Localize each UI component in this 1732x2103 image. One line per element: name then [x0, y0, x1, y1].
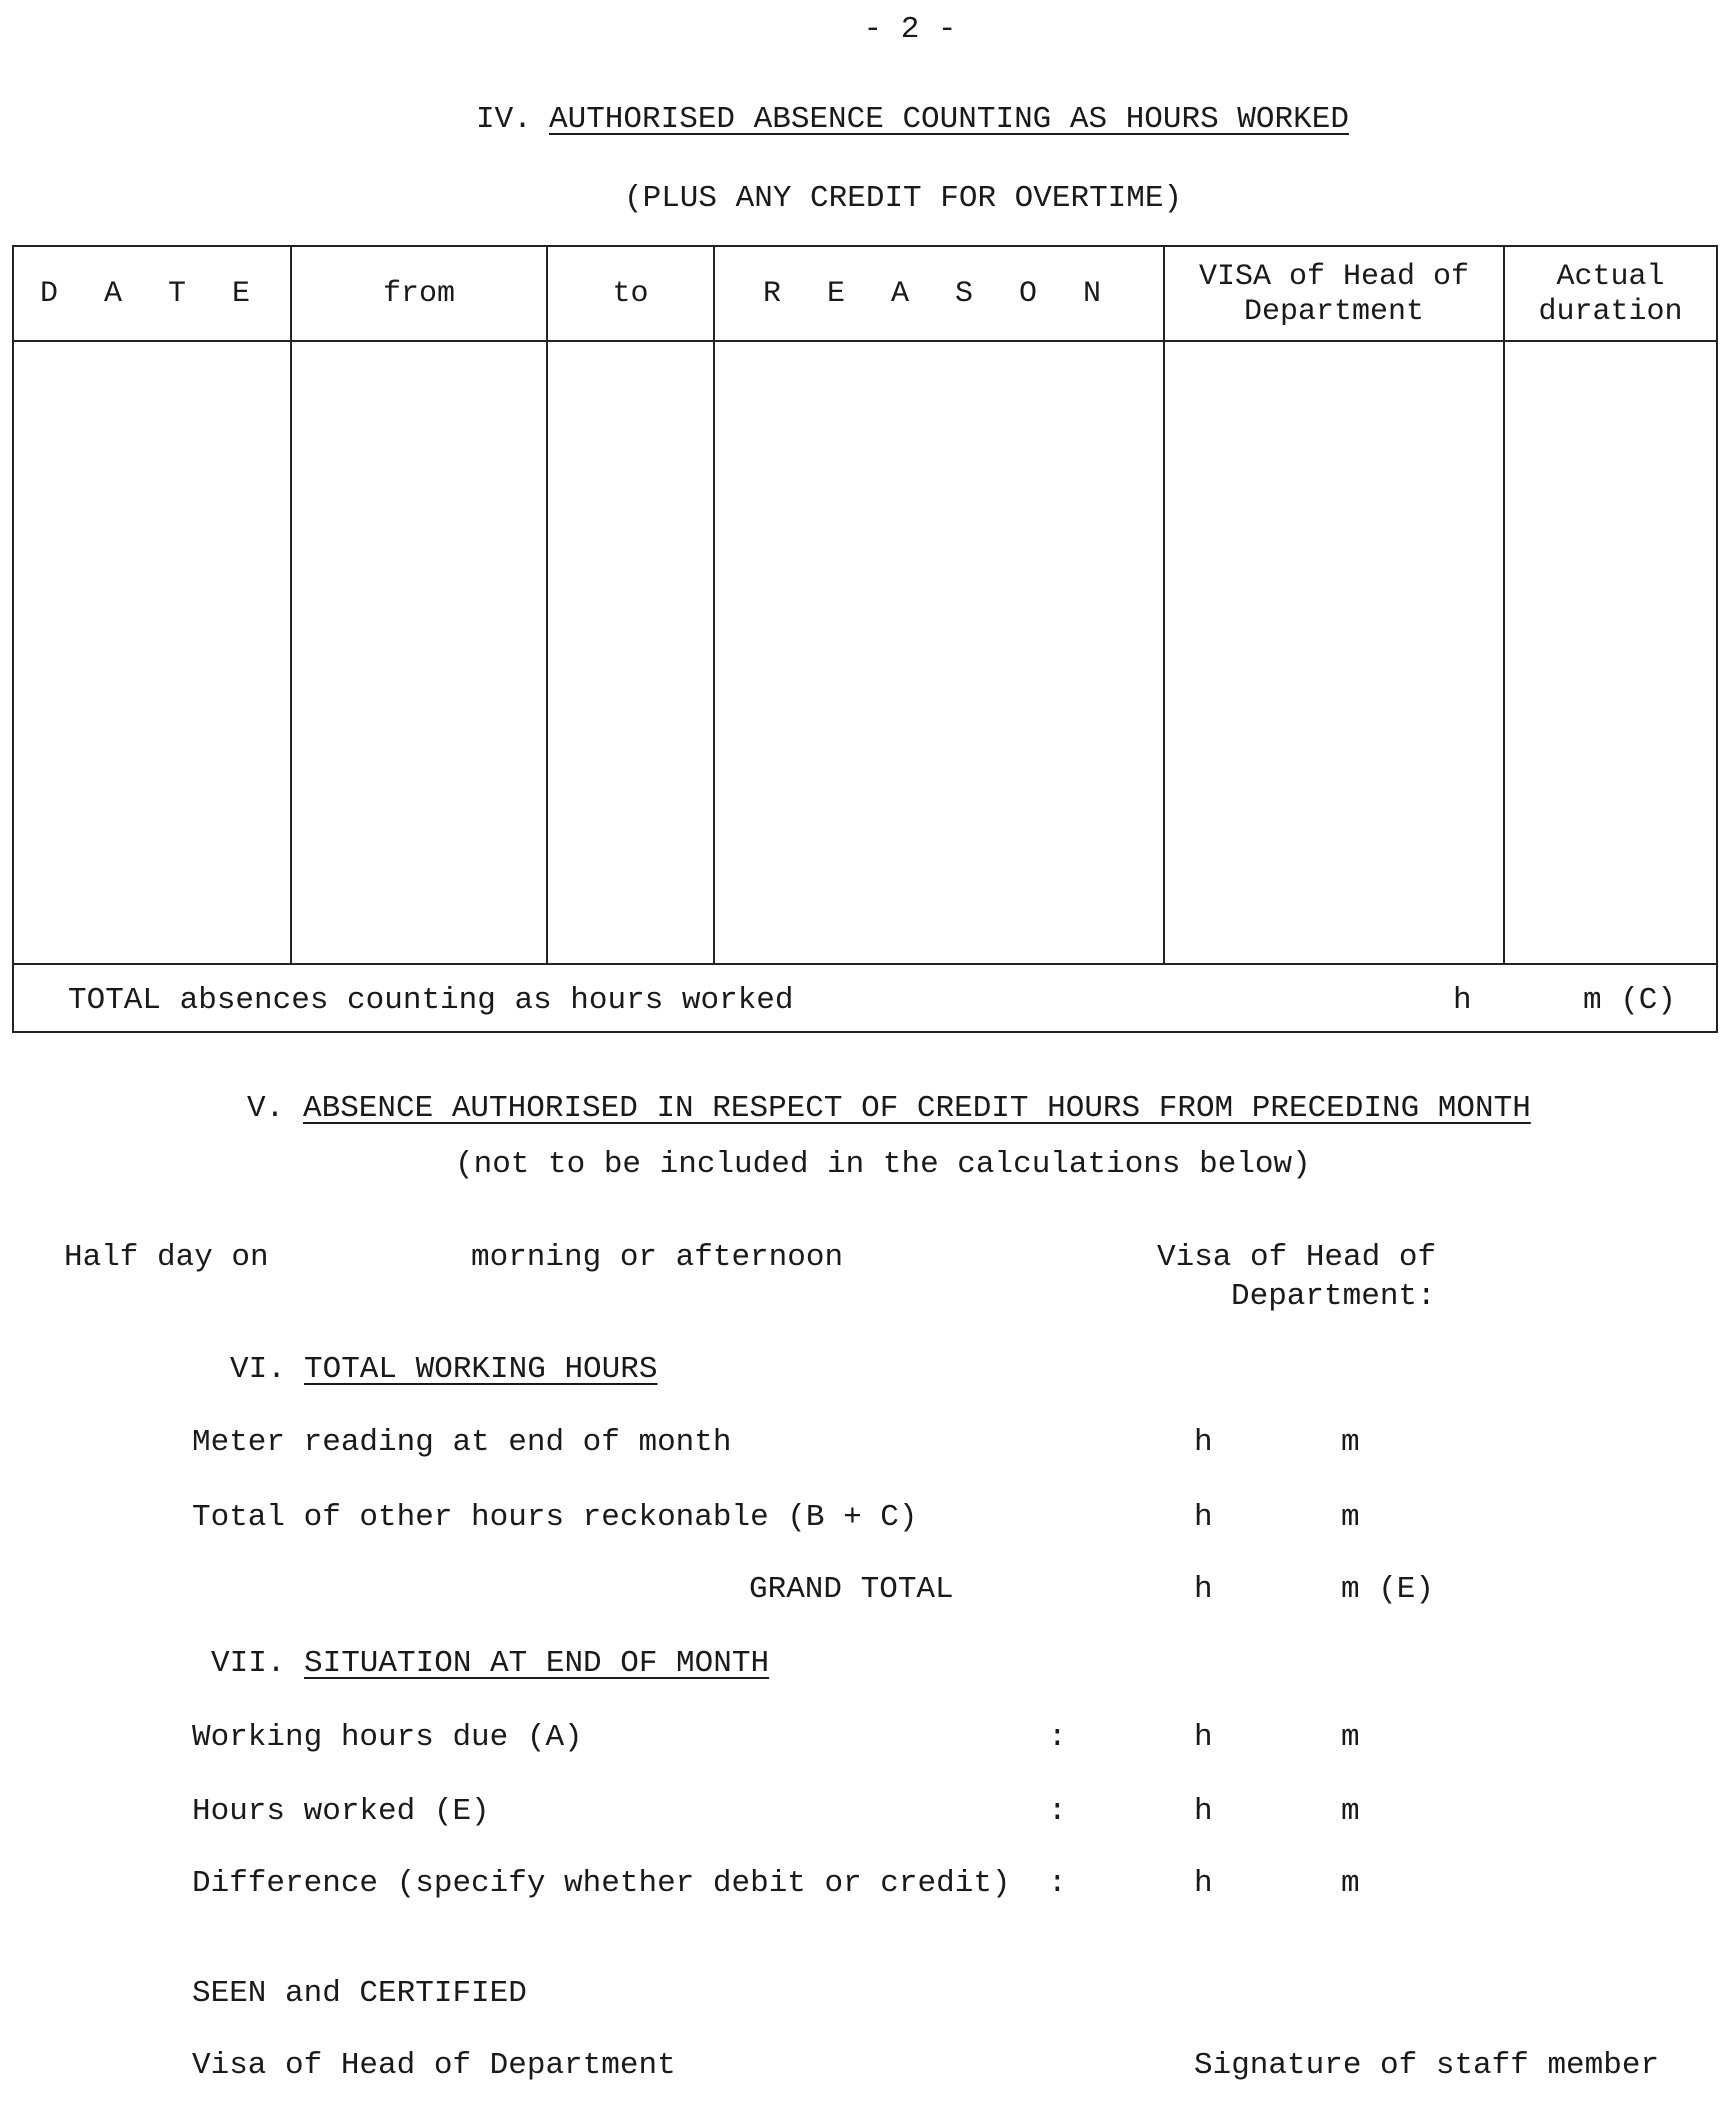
meter-reading-hours-unit: h [1194, 1425, 1213, 1460]
column-header-reason: R E A S O N [762, 277, 1116, 312]
section-vi-title: TOTAL WORKING HOURS [304, 1352, 658, 1387]
hours-due-label: Working hours due (A) [192, 1720, 583, 1755]
section-iv-title: AUTHORISED ABSENCE COUNTING AS HOURS WORKED [549, 102, 1349, 137]
hours-due-colon: : [1048, 1720, 1067, 1755]
column-header-from: from [382, 277, 455, 312]
morning-afternoon-label: morning or afternoon [471, 1240, 844, 1275]
column-header-visa: VISA of Head of Department [1198, 260, 1470, 329]
visa-head-label-line2: Department: [1231, 1279, 1436, 1314]
hours-worked-colon: : [1048, 1794, 1067, 1829]
difference-label: Difference (specify whether debit or credit) [192, 1866, 1011, 1901]
hours-worked-hours-unit: h [1194, 1794, 1213, 1829]
grand-total-hours-unit: h [1194, 1572, 1213, 1607]
section-vii-title: SITUATION AT END OF MONTH [304, 1646, 770, 1681]
total-hours-unit: h [1453, 983, 1472, 1018]
hours-due-hours-unit: h [1194, 1720, 1213, 1755]
section-v-title: ABSENCE AUTHORISED IN RESPECT OF CREDIT HOURS FROM PRECEDING MONTH [303, 1091, 1531, 1126]
staff-signature-label: Signature of staff member [1194, 2048, 1660, 2083]
column-header-actual-duration: Actual duration [1538, 260, 1683, 329]
column-divider [290, 247, 292, 963]
total-label: TOTAL absences counting as hours worked [68, 983, 794, 1018]
meter-reading-minutes-unit: m [1341, 1425, 1360, 1460]
table-total-row [14, 965, 1716, 1033]
other-hours-label: Total of other hours reckonable (B + C) [192, 1500, 918, 1535]
other-hours-minutes-unit: m [1341, 1500, 1360, 1535]
meter-reading-label: Meter reading at end of month [192, 1425, 732, 1460]
half-day-label: Half day on [64, 1240, 269, 1275]
section-iv-subtitle: (PLUS ANY CREDIT FOR OVERTIME) [624, 181, 1183, 216]
section-v-numeral: V. [247, 1091, 285, 1126]
section-vii-numeral: VII. [211, 1646, 286, 1681]
hours-due-minutes-unit: m [1341, 1720, 1360, 1755]
absence-table [12, 245, 1718, 1033]
difference-colon: : [1048, 1866, 1067, 1901]
hours-worked-label: Hours worked (E) [192, 1794, 490, 1829]
section-iv-numeral: IV. [476, 102, 532, 137]
page-number: - 2 - [863, 12, 957, 47]
total-minutes-unit: m (C) [1583, 983, 1677, 1018]
column-divider [546, 247, 548, 963]
section-vi-numeral: VI. [230, 1352, 286, 1387]
column-divider [1503, 247, 1505, 963]
visa-head-department-label: Visa of Head of Department [192, 2048, 676, 2083]
column-header-to: to [612, 277, 649, 312]
grand-total-label: GRAND TOTAL [749, 1572, 954, 1607]
section-v-subtitle: (not to be included in the calculations below) [455, 1147, 1311, 1182]
visa-head-label-line1: Visa of Head of [1157, 1240, 1437, 1275]
grand-total-minutes-unit: m (E) [1341, 1572, 1435, 1607]
hours-worked-minutes-unit: m [1341, 1794, 1360, 1829]
column-header-date: D A T E [39, 277, 265, 312]
column-divider [1163, 247, 1165, 963]
other-hours-hours-unit: h [1194, 1500, 1213, 1535]
column-divider [713, 247, 715, 963]
seen-certified-label: SEEN and CERTIFIED [192, 1976, 527, 2011]
difference-hours-unit: h [1194, 1866, 1213, 1901]
difference-minutes-unit: m [1341, 1866, 1360, 1901]
